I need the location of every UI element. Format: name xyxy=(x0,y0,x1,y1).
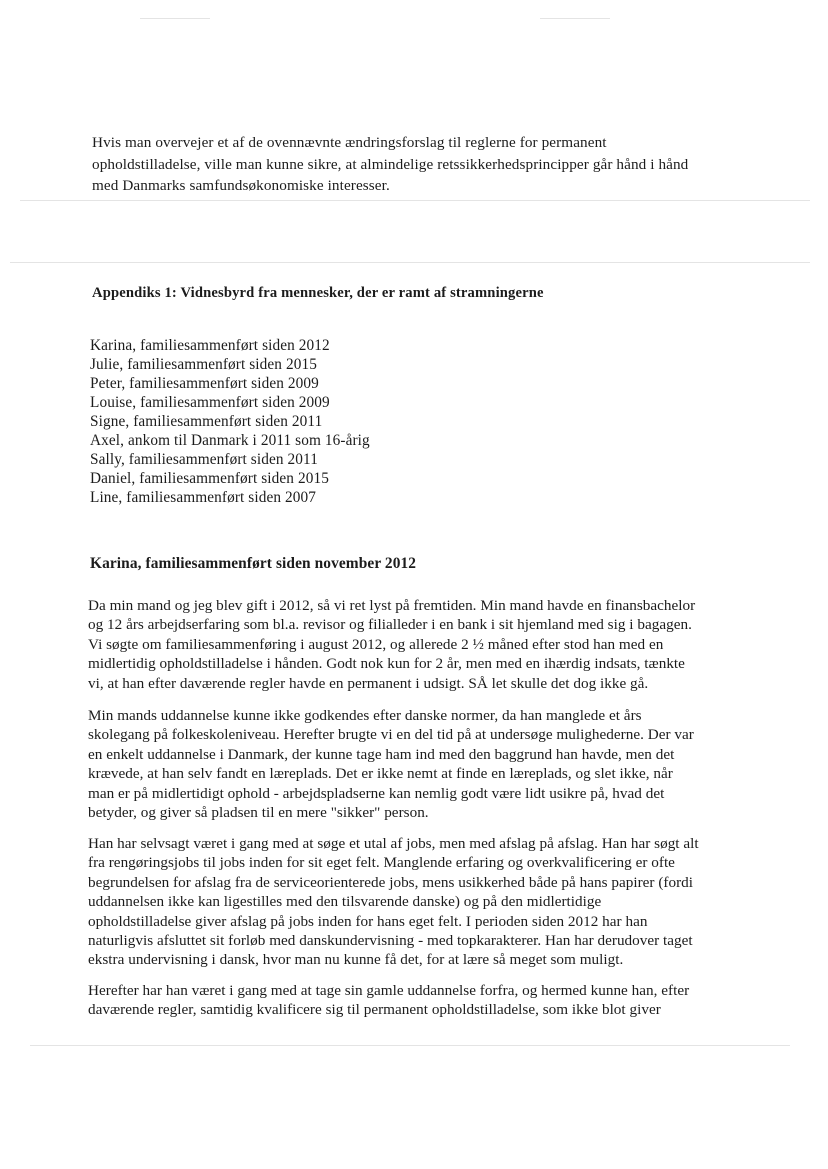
text-line: betyder, og giver så pladsen til en mere "sikker" person. xyxy=(88,804,429,822)
scan-artifact-line xyxy=(140,18,210,19)
list-item: Daniel, familiesammenført siden 2015 xyxy=(90,470,329,487)
testimony-list xyxy=(90,336,370,507)
intro-line: med Danmarks samfundsøkonomiske interesser. xyxy=(92,177,390,194)
appendix-heading: Appendiks 1: Vidnesbyrd fra mennesker, der er ramt af stramningerne xyxy=(92,285,544,301)
list-item: Karina, familiesammenført siden 2012 xyxy=(90,337,330,354)
list-item: Peter, familiesammenført siden 2009 xyxy=(90,375,319,392)
text-line: en enkelt uddannelse i Danmark, der kunne tage ham ind med den baggrund han havde, men det xyxy=(88,745,675,763)
text-line: daværende regler, samtidig kvalificere sig til permanent opholdstilladelse, som ikke blot giver xyxy=(88,1001,661,1019)
text-line: Han har selvsagt været i gang med at søge et utal af jobs, men med afslag på afslag. Han har søgt alt xyxy=(88,835,699,852)
list-item: Sally, familiesammenført siden 2011 xyxy=(90,451,318,468)
scan-artifact-line xyxy=(20,200,810,201)
list-item: Axel, ankom til Danmark i 2011 som 16-årig xyxy=(90,432,370,449)
text-line: og 12 års arbejdserfaring som bl.a. revisor og filialleder i en bank i sit hjemland med sig i bagagen. xyxy=(88,616,692,634)
intro-paragraph xyxy=(92,132,732,197)
intro-line: opholdstilladelse, ville man kunne sikre, at almindelige retssikkerhedsprincipper går hånd i hånd xyxy=(92,155,689,173)
text-line: begrundelsen for afslag fra de serviceorienterede jobs, mens usikkerhed både på hans papirer (fordi xyxy=(88,873,694,891)
scan-artifact-line xyxy=(30,1045,790,1046)
list-item: Signe, familiesammenført siden 2011 xyxy=(90,413,323,430)
text-line: uddannelsen ikke kan ligestilles med den tilsvarende danske) og på den midlertidige xyxy=(88,893,602,911)
list-item: Louise, familiesammenført siden 2009 xyxy=(90,394,330,411)
list-item: Line, familiesammenført siden 2007 xyxy=(90,489,316,506)
text-line: fra rengøringsjobs til jobs inden for sit eget felt. Manglende erfaring og overkvalificering er ofte xyxy=(88,854,675,872)
karina-paragraph xyxy=(88,596,734,693)
text-line: opholdstilladelse giver afslag på jobs inden for hans eget felt. I perioden siden 2012 har han xyxy=(88,912,648,930)
karina-paragraph xyxy=(88,834,734,970)
text-line: midlertidig opholdstilladelse i hånden. Godt nok kun for 2 år, men med en ihærdig indsats, tænkte xyxy=(88,655,685,673)
scan-artifact-line xyxy=(540,18,610,19)
text-line: naturligvis afsluttet sit forløb med danskundervisning - med topkarakterer. Han har derudover taget xyxy=(88,932,693,950)
karina-paragraph xyxy=(88,981,734,1020)
text-line: Da min mand og jeg blev gift i 2012, så vi ret lyst på fremtiden. Min mand havde en finansbachelor xyxy=(88,597,696,614)
text-line: Vi søgte om familiesammenføring i august 2012, og allerede 2 ½ måned efter stod han med en xyxy=(88,635,664,653)
text-line: ekstra undervisning i dansk, hvor man nu kunne få det, for at lære så meget som muligt. xyxy=(88,951,624,969)
text-line: vi, at han efter daværende regler havde en permanent i udsigt. SÅ let skulle det dog ikke gå. xyxy=(88,674,649,692)
list-item: Julie, familiesammenført siden 2015 xyxy=(90,356,317,373)
text-line: Herefter har han været i gang med at tage sin gamle uddannelse forfra, og hermed kunne han, efter xyxy=(88,982,690,999)
karina-paragraph xyxy=(88,706,734,822)
text-line: man er på midlertidigt ophold - arbejdspladserne kan nemlig godt være lidt usikre på, hvad det xyxy=(88,784,665,802)
text-line: Min mands uddannelse kunne ikke godkendes efter danske normer, da han manglede et års xyxy=(88,707,642,724)
intro-line: Hvis man overvejer et af de ovennævnte ændringsforslag til reglerne for permanent xyxy=(92,134,607,151)
text-line: krævede, at han selv fandt en læreplads. Det er ikke nemt at finde en læreplads, og slet ikke, når xyxy=(88,765,673,783)
karina-heading: Karina, familiesammenført siden november 2012 xyxy=(90,555,417,572)
text-line: skolegang på folkeskoleniveau. Herefter brugte vi en del tid på at undersøge mulighederne. Der var xyxy=(88,726,694,744)
scan-artifact-line xyxy=(10,262,810,263)
